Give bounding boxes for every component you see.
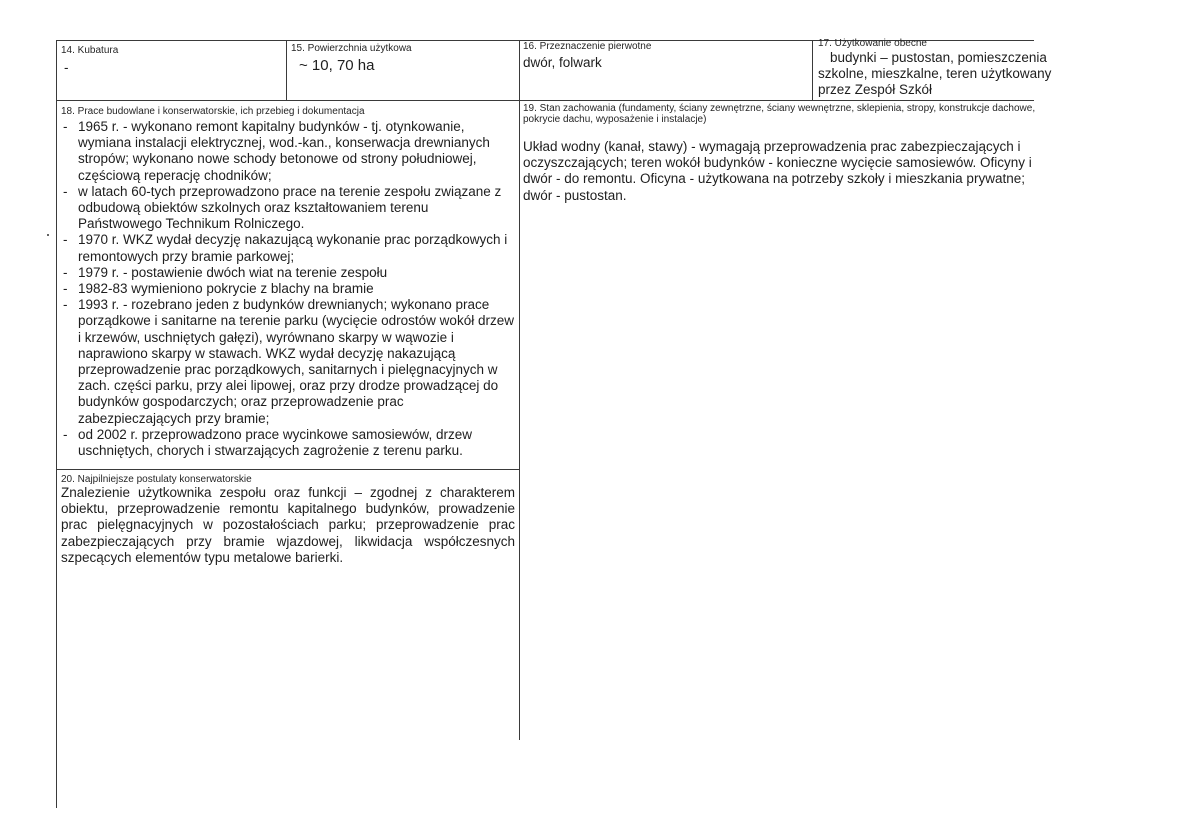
field17-value-line: przez Zespół Szkół xyxy=(818,82,933,97)
field18-item xyxy=(64,232,514,264)
field20-label: 20. Najpilniejsze postulaty konserwatorskie xyxy=(61,474,252,485)
field16-value: dwór, folwark xyxy=(523,55,602,70)
field18-item xyxy=(64,119,514,184)
field19-label: 19. Stan zachowania (fundamenty, ściany zewnętrzne, ściany wewnętrzne, sklepienia, stropy, konstrukcje dachowe, pokrycie dachu, wyposażenie i instalacje) xyxy=(523,103,1036,125)
bullet-dash: - xyxy=(63,426,68,442)
row1-bottom-border xyxy=(56,100,1034,101)
field18-item-text: 1993 r. - rozebrano jeden z budynków drewnianych; wykonano prace porządkowe i sanitarne na terenie parku (wycięcie odrostów wokół drzew i krzewów, uschniętych gałęzi), wyrównano skarpy w wąwozie i naprawiono skarpy w stawach. WKZ wydał decyzję nakazującą przeprowadzenie prac porządkowych, sanitarnych i pielęgnacyjnych w zach. części parku, przy alei lipowej, oraz przy drodze prowadzącej do budynków gospodarczych; oraz przeprowadzenie prac zabezpieczających przy bramie; xyxy=(78,297,514,426)
divider-16-17 xyxy=(812,40,813,100)
center-divider xyxy=(519,40,520,740)
field15-value: ~ 10, 70 ha xyxy=(299,57,375,74)
field18-item-text: w latach 60-tych przeprowadzono prace na terenie zespołu związane z odbudową obiektów szkolnych oraz kształtowaniem terenu Państwowego Technikum Rolniczego. xyxy=(78,183,502,232)
field18-item xyxy=(64,281,514,297)
field17-value-line: szkolne, mieszkalne, teren użytkowany xyxy=(818,66,1052,81)
field17-value-line: budynki – pustostan, pomieszczenia xyxy=(830,50,1047,65)
field18-item-text: 1965 r. - wykonano remont kapitalny budynków - tj. otynkowanie, wymiana instalacji elektrycznej, wod.-kan., konserwacja drewnianych stropów; wykonano nowe schody betonowe od strony południowej, częściową reperację chodników; xyxy=(78,119,490,183)
field18-item-text: 1979 r. - postawienie dwóch wiat na terenie zespołu xyxy=(78,264,388,280)
divider-14-15 xyxy=(286,40,287,100)
bullet-dash: - xyxy=(63,281,68,297)
field15-label: 15. Powierzchnia użytkowa xyxy=(291,43,412,54)
left-border xyxy=(56,40,57,808)
scan-speck xyxy=(47,234,49,236)
field18-item xyxy=(64,427,514,459)
field17-label: 17. Użytkowanie obecne xyxy=(818,38,927,49)
field14-label: 14. Kubatura xyxy=(61,45,119,56)
field20-value: Znalezienie użytkownika zespołu oraz funkcji – zgodnej z charakterem obiektu, przeprowadzenie remontu kapitalnego budynków, prowadzenie prac pielęgnacyjnych w pozostałościach parku; przeprowadzenie prac zabezpieczających przy bramie wjazdowej, likwidacja współczesnych szpecących elementów typu metalowe barierki. xyxy=(61,485,515,565)
bullet-dash: - xyxy=(63,119,68,134)
field16-label: 16. Przeznaczenie pierwotne xyxy=(523,41,652,52)
field18-label: 18. Prace budowlane i konserwatorskie, ich przebieg i dokumentacja xyxy=(61,106,365,117)
bullet-dash: - xyxy=(63,297,68,313)
field20-top-border xyxy=(56,469,519,470)
field18-item-text: 1970 r. WKZ wydał decyzję nakazującą wykonanie prac porządkowych i remontowych przy bramie parkowej; xyxy=(78,232,508,264)
field18-item xyxy=(64,184,514,233)
field17-value xyxy=(818,50,1054,98)
field18-item xyxy=(64,297,514,427)
bullet-dash: - xyxy=(63,232,68,248)
bullet-dash: - xyxy=(63,183,68,199)
field14-value: - xyxy=(64,60,69,75)
field18-item xyxy=(64,265,514,281)
bullet-dash: - xyxy=(63,264,68,280)
field18-item-text: 1982-83 wymieniono pokrycie z blachy na bramie xyxy=(78,281,374,297)
field18-list xyxy=(64,119,514,459)
field19-value: Układ wodny (kanał, stawy) - wymagają przeprowadzenia prac zabezpieczających i oczyszczających; teren wokół budynków - konieczne wycięcie samosiewów. Oficyny i dwór - do remontu. Oficyna - użytkowana na potrzeby szkoły i mieszkania prywatne; dwór - pustostan. xyxy=(523,139,1032,203)
field18-item-text: od 2002 r. przeprowadzono prace wycinkowe samosiewów, drzew uschniętych, chorych i stwarzających zagrożenie z terenu parku. xyxy=(78,426,472,459)
